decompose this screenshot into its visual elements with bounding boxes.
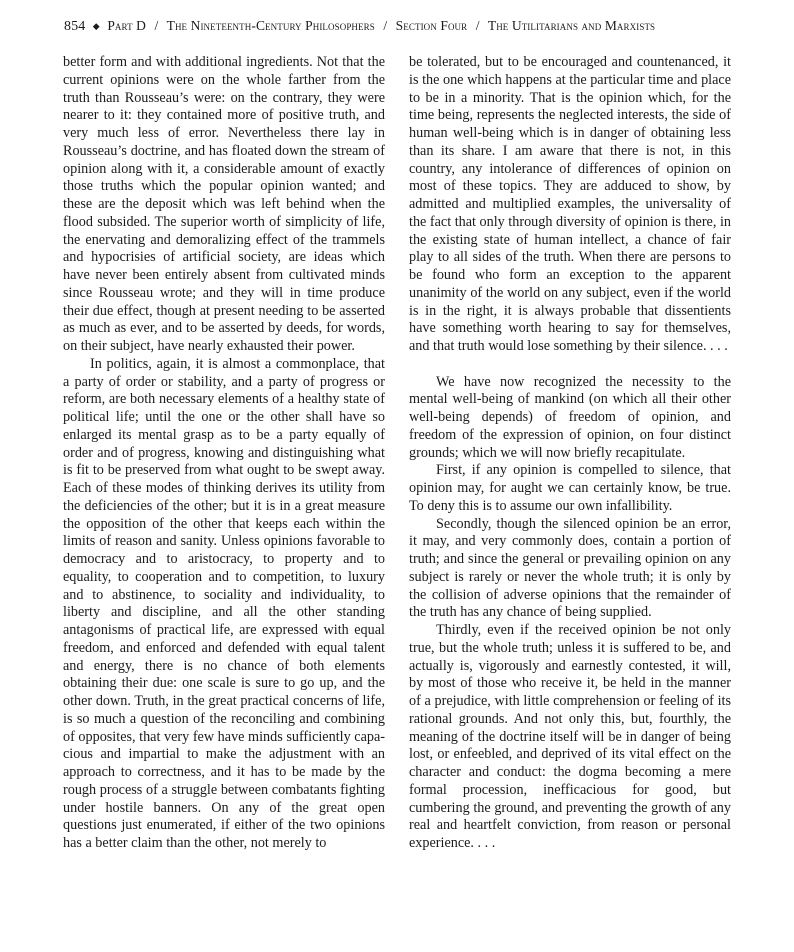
separator: / bbox=[475, 18, 480, 33]
chapter-title: The Utilitarians and Marxists bbox=[487, 18, 656, 33]
paragraph: Secondly, though the silenced opinion be an error, it may, and very commonly does, contain a portion of truth; and since the general or prevailing opinion on any subject is rarely or never the whole truth; it is only by the collision of adverse opinions that the remainder of the truth has any chance of being supplied. bbox=[409, 515, 731, 621]
right-column bbox=[409, 54, 731, 853]
separator: / bbox=[154, 18, 159, 33]
paragraph: Thirdly, even if the received opinion be not only true, but the whole truth; unless it is suffered to be, and actually is, vigorously and earnestly contested, it will, by most of those who receive it, be held in the manner of a prejudice, with little comprehension or feeling of its rational grounds. And not only this, but, fourthly, the meaning of the doctrine itself will be in danger of being lost, or enfeebled, and deprived of its vital effect on the character and conduct: the dogma becoming a mere formal procession, inefficacious for good, but cumbering the ground, and preventing the growth of any real and heartfelt conviction, from reason or personal experience. . . . bbox=[409, 622, 731, 851]
diamond-bullet-icon: ◆ bbox=[92, 21, 100, 31]
separator: / bbox=[383, 18, 388, 33]
section-label: Section Four bbox=[395, 18, 468, 33]
paragraph: be tolerated, but to be encouraged and countenanced, it is the one which happens at the particular time and place to be in a minority. That is the opinion which, for the time being, represents the neglected interests, the side of human well-being which is in danger of obtaining less than its share. I am aware that there is not, in this country, any intolerance of differences of opinion on most of these topics. They are adduced to show, by admitted and multiplied examples, the universality of the fact that only through diversity of opinion is there, in the existing state of human intellect, a chance of fair play to all sides of the truth. When there are persons to be found who form an exception to the apparent unanimity of the world on any subject, even if the world is in the right, it is always probable that dissentients have something worth hearing to say for themselves, and that truth would lose something by their silence. . . . bbox=[409, 54, 731, 354]
book-title: The Nineteenth-Century Philosophers bbox=[166, 18, 375, 33]
paragraph: better form and with additional ingredients. Not that the current opinions were on the whole farther from the truth than Rousseau’s were: on the contrary, they were nearer to it: they contained more of positive truth, and very much less of error. Nevertheless there lay in Rousseau’s doctrine, and has floated down the stream of opinion along with it, a considerable amount of exactly those truths which the popular opinion wanted; and these are the deposit which was left behind when the flood subsided. The superior worth of simplicity of life, the enervating and demoralizing effect of the trammels and hypocrisies of artificial society, are ideas which have never been entirely absent from cultivated minds since Rousseau wrote; and they will in time produce their due effect, though at present needing to be asserted as much as ever, and to be asserted by deeds, for words, on their subject, have nearly exhausted their power. bbox=[63, 54, 385, 354]
paragraph: We have now recognized the necessity to the mental well-being of mankind (on which all their other well-being depends) of freedom of opinion, and freedom of the expression of opinion, on four distinct grounds; which we will now briefly recapitulate. bbox=[409, 373, 731, 461]
paragraph: In politics, again, it is almost a commonplace, that a party of order or stability, and a party of progress or reform, are both necessary elements of a healthy state of political life; until the one or the other shall have so enlarged its mental grasp as to be a party equally of order and of progress, knowing and distinguishing what is fit to be preserved from what ought to be swept away. Each of these modes of thinking derives its utility from the deficiencies of the other; but it is in a great measure the opposition of the other that keeps each within the limits of reason and sanity. Unless opinions favorable to democracy and to aristocracy, to property and to equality, to cooperation and to competition, to luxury and to abstinence, to sociality and individuality, to liberty and discipline, and all the other standing antagonisms of practical life, are expressed with equal freedom, and enforced and defended with equal talent and energy, there is no chance of both elements obtaining their due: one scale is sure to go up, and the other down. Truth, in the great practical concerns of life, is so much a question of the reconciling and combining of opposites, that very few have minds sufficiently capacious and impartial to make the adjustment with an approach to correctness, and it has to be made by the rough process of a struggle between combatants fighting under hostile banners. On any of the great open questions just enumerated, if either of the two opinions has a better claim than the other, not merely to bbox=[63, 355, 385, 851]
left-column bbox=[63, 54, 385, 853]
running-header bbox=[64, 18, 730, 40]
paragraph: First, if any opinion is compelled to silence, that opinion may, for aught we can certainly know, be true. To deny this is to assume our own infallibility. bbox=[409, 462, 731, 514]
part-label: Part D bbox=[107, 18, 147, 33]
page-number: 854 bbox=[64, 19, 86, 34]
